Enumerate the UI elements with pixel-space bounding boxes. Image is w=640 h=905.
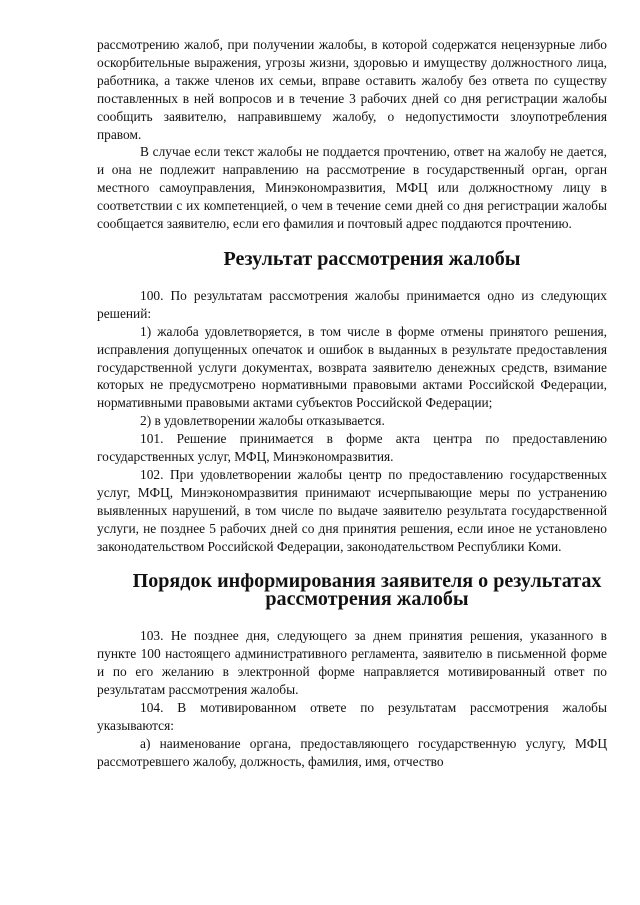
paragraph-104-item-a: а) наименование органа, предоставляющего государственную услугу, МФЦ рассмотревшего жалобу, должность, фамилия, имя, отчество	[97, 735, 607, 769]
paragraph-100-item-1: 1) жалоба удовлетворяется, в том числе в форме отмены принятого решения, исправления допущенных опечаток и ошибок в выданных в результате предоставления государственной услуги документах, возврата заявителю денежных средств, взимание которых не предусмотрено нормативными правовыми актами Российской Федерации, нормативными правовыми актами субъектов Российской Федерации;	[97, 323, 607, 411]
paragraph-100: 100. По результатам рассмотрения жалобы принимается одно из следующих решений:	[97, 287, 607, 321]
document-page	[97, 36, 607, 771]
paragraph-102: 102. При удовлетворении жалобы центр по предоставлению государственных услуг, МФЦ, Минэкономразвития принимают исчерпывающие меры по устранению выявленных нарушений, в том числе по выдаче заявителю результата государственной услуги, не позднее 5 рабочих дней со дня принятия решения, если иное не установлено законодательством Российской Федерации, законодательством Республики Коми.	[97, 466, 607, 554]
section-heading-result: Результат рассмотрения жалобы	[223, 247, 521, 270]
section-heading-informing: Порядок информирования заявителя о результатах рассмотрения жалобы	[132, 570, 602, 611]
paragraph-101: 101. Решение принимается в форме акта центра по предоставлению государственных услуг, МФЦ, Минэкономразвития.	[97, 431, 607, 465]
paragraph-100-item-2: 2) в удовлетворении жалобы отказывается.	[140, 413, 385, 429]
paragraph-103: 103. Не позднее дня, следующего за днем принятия решения, указанного в пункте 100 настоящего административного регламента, заявителю в письменной форме и по его желанию в электронной форме направляется мотивированный ответ по результатам рассмотрения жалобы.	[97, 628, 607, 697]
paragraph-unreadable-complaint: В случае если текст жалобы не поддается прочтению, ответ на жалобу не дается, и она не подлежит направлению на рассмотрение в государственный орган, орган местного самоуправления, Минэкономразвития, МФЦ или должностному лицу в соответствии с их компетенцией, о чем в течение семи дней со дня регистрации жалобы сообщается заявителю, если его фамилия и почтовый адрес поддаются прочтению.	[97, 144, 607, 232]
paragraph-abusive-complaints: рассмотрению жалоб, при получении жалобы, в которой содержатся нецензурные либо оскорбительные выражения, угрозы жизни, здоровью и имуществу должностного лица, работника, а также членов их семьи, вправе оставить жалобу без ответа по существу поставленных в ней вопросов и в течение 3 рабочих дней со дня регистрации жалобы сообщить заявителю, направившему жалобу, о недопустимости злоупотребления правом.	[97, 37, 607, 142]
paragraph-104: 104. В мотивированном ответе по результатам рассмотрения жалобы указываются:	[97, 699, 607, 733]
